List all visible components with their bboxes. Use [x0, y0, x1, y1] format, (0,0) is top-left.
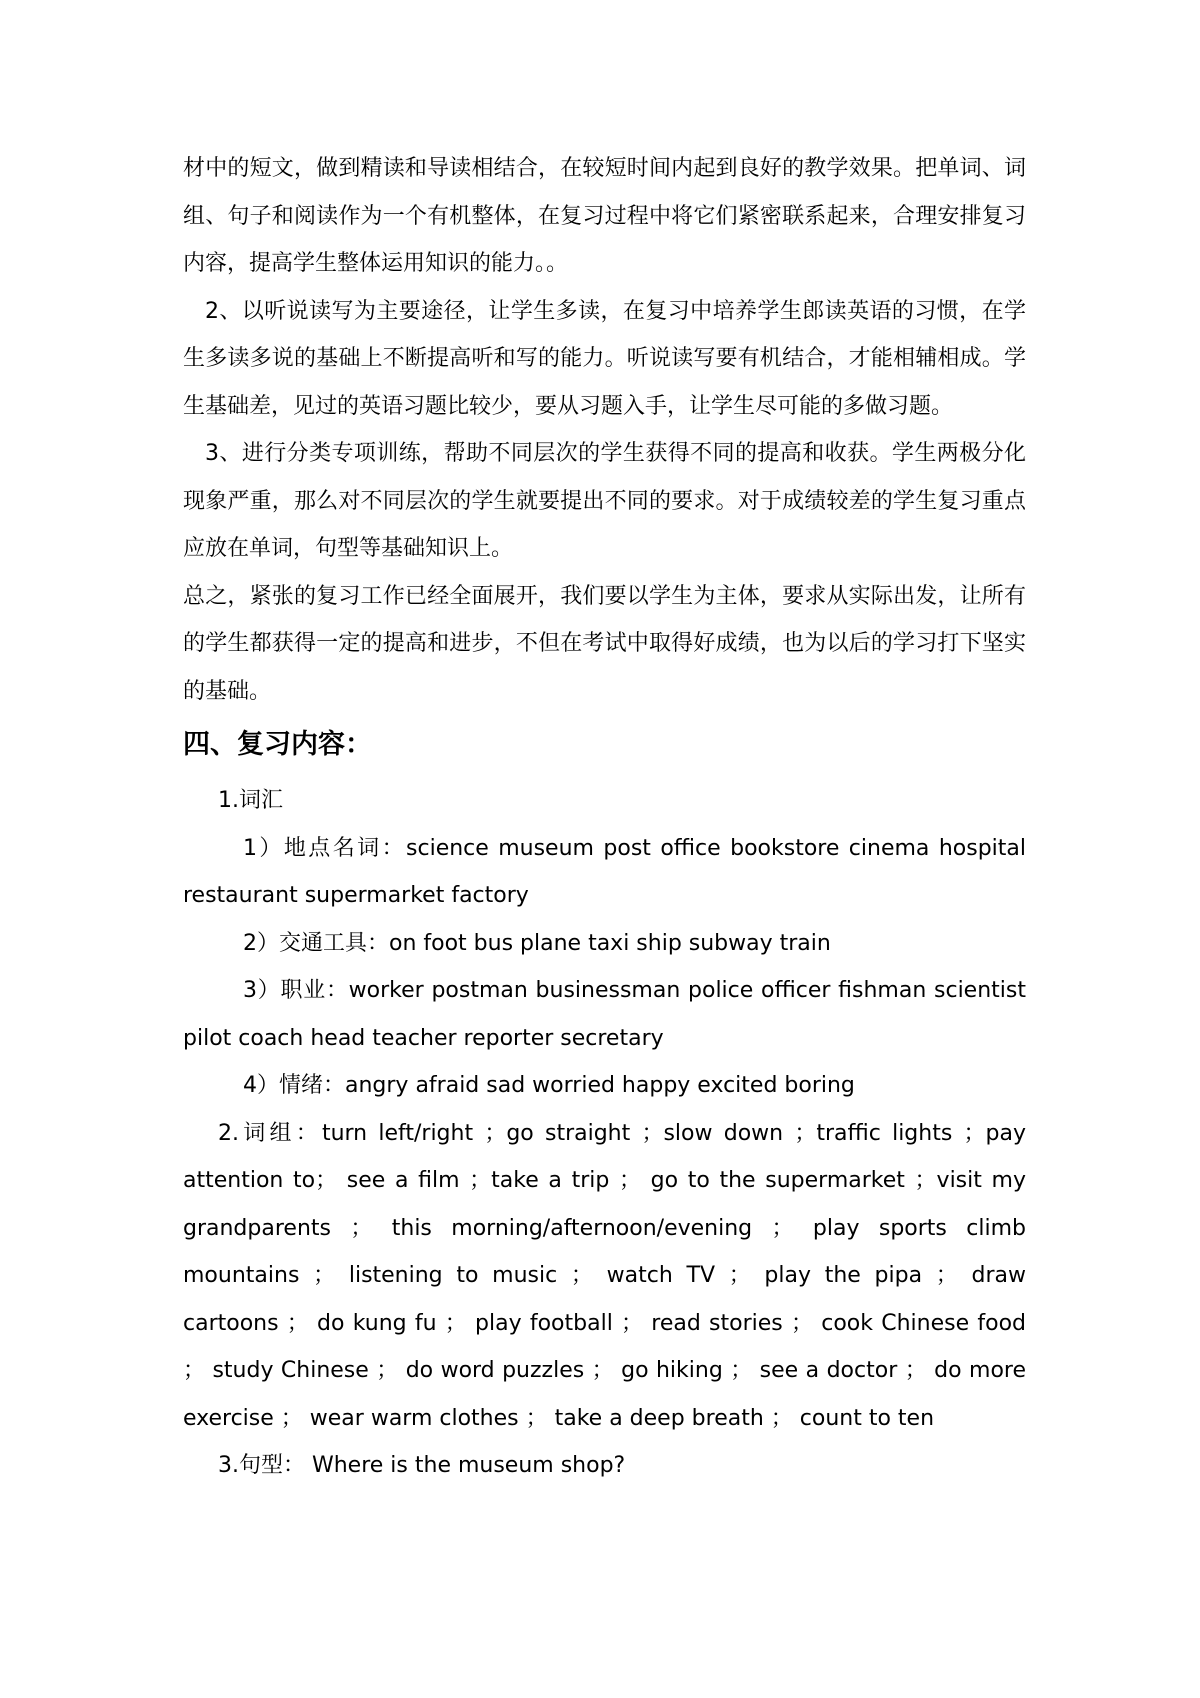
document-page: [183, 145, 1026, 1490]
phrases-paragraph: 2.词组：turn left/right ；go straight ；slow down ；traffic lights ；pay attention to； see a film ；take a trip ； go to the supermarket ；visit my grandparents ； this morning/afternoon/evening ； play sports climb mountains ； listening to music ； watch TV ； play the pipa ； draw cartoons ； do kung fu ； play football ； read stories ； cook Chinese food ； study Chinese ； do word puzzles ； go hiking ； see a doctor ； do more exercise ； wear warm clothes ； take a deep breath ； count to ten: [183, 1120, 1026, 1431]
point-2-paragraph: 2、以听说读写为主要途径，让学生多读，在复习中培养学生郎读英语的习惯，在学生多读多说的基础上不断提高听和写的能力。听说读写要有机结合，才能相辅相成。学生基础差，见过的英语习题比较少，要从习题入手，让学生尽可能的多做习题。: [183, 298, 1026, 419]
section-title: 四、复习内容：: [183, 729, 372, 760]
sentences-heading: 3.句型： Where is the museum shop?: [218, 1453, 626, 1478]
intro-paragraph: 材中的短文，做到精读和导读相结合，在较短时间内起到良好的教学效果。把单词、词组、句子和阅读作为一个有机整体，在复习过程中将它们紧密联系起来，合理安排复习内容，提高学生整体运用知识的能力。。: [183, 156, 1026, 276]
vocab-transport: 2）交通工具：on foot bus plane taxi ship subway train: [243, 930, 831, 956]
vocab-places: 1）地点名词：science museum post office bookstore cinema hospital restaurant supermarket factory: [183, 835, 1026, 908]
vocab-heading: 1.词汇: [218, 788, 283, 813]
vocab-emotions: 4）情绪：angry afraid sad worried happy excited boring: [243, 1073, 855, 1098]
point-3-paragraph: 3、进行分类专项训练，帮助不同层次的学生获得不同的提高和收获。学生两极分化现象严重，那么对不同层次的学生就要提出不同的要求。对于成绩较差的学生复习重点应放在单词，句型等基础知识上。: [183, 441, 1026, 561]
summary-paragraph: 总之，紧张的复习工作已经全面展开，我们要以学生为主体，要求从实际出发，让所有的学生都获得一定的提高和进步，不但在考试中取得好成绩，也为以后的学习打下坚实的基础。: [183, 583, 1026, 704]
vocab-jobs: 3）职业：worker postman businessman police officer fishman scientist pilot coach head teacher reporter secretary: [183, 978, 1026, 1051]
